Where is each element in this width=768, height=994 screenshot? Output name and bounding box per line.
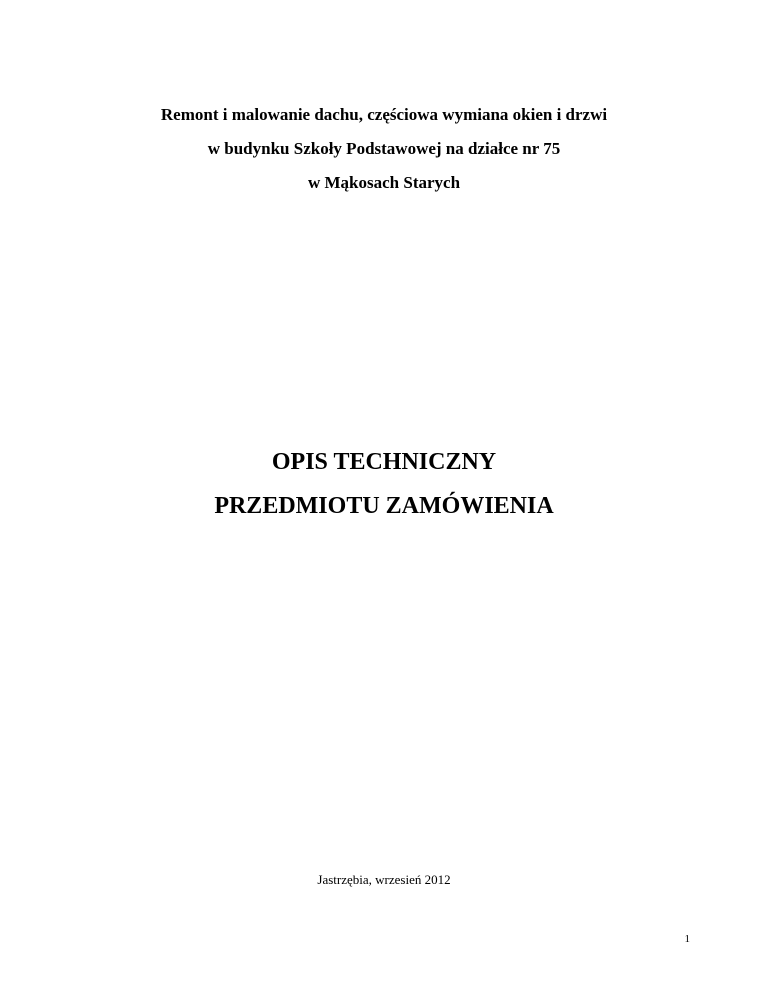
project-header <box>0 98 768 200</box>
project-header-line-2: w budynku Szkoły Podstawowej na działce nr 75 <box>207 139 561 158</box>
project-header-line-1: Remont i malowanie dachu, częściowa wymiana okien i drzwi <box>160 105 608 124</box>
project-header-line-3: w Mąkosach Starych <box>307 173 461 192</box>
document-title-line-1: OPIS TECHNICZNY <box>271 449 497 475</box>
document-title <box>0 440 768 528</box>
place-and-date: Jastrzębia, wrzesień 2012 <box>317 872 451 887</box>
document-title-line-2: PRZEDMIOTU ZAMÓWIENIA <box>214 493 554 519</box>
page-number: 1 <box>684 933 690 945</box>
